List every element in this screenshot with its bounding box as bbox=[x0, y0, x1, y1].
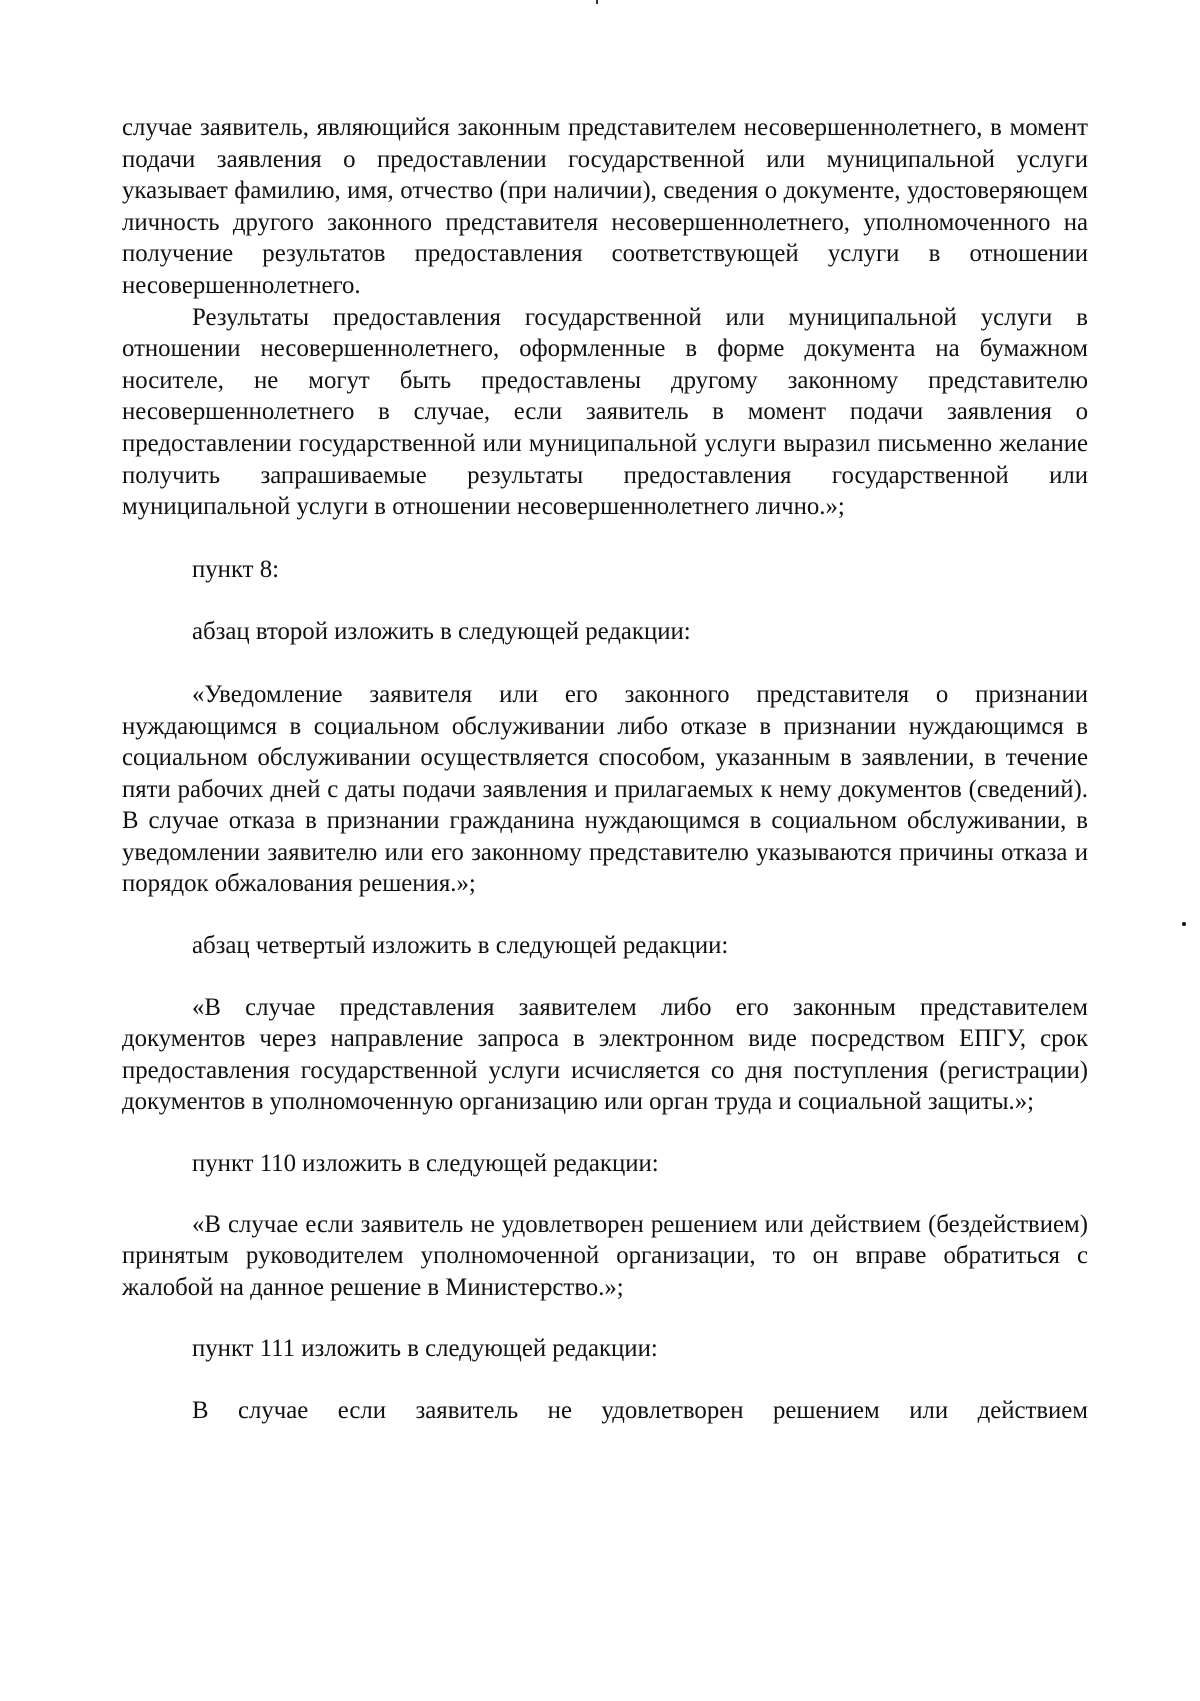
paragraph-item-111: пункт 111 изложить в следующей редакции: bbox=[192, 1335, 658, 1363]
scan-dot bbox=[1182, 922, 1186, 926]
paragraph-continuation: случае заявитель, являющийся законным представителем несовершеннолетнего, в момент подачи заявления о предоставлении государственной или муниципальной услуги указывает фамилию, имя, отчество (при наличии), сведения о документе, удостоверяющем личность другого законного представителя несовершеннолетнего, уполномоченного на получение результатов предоставления соответствующей услуги в отношении несовершеннолетнего. bbox=[122, 114, 1088, 299]
paragraph-notification: «Уведомление заявителя или его законного представителя о признании нуждающимся в социальном обслуживании либо отказе в признании нуждающимся в социальном обслуживании осуществляется способом, указанным в заявлении, в течение пяти рабочих дней с даты подачи заявления и прилагаемых к нему документов (сведений). В случае отказа в признании гражданина нуждающимся в социальном обслуживании, в уведомлении заявителю или его законному представителю указываются причины отказа и порядок обжалования решения.»; bbox=[122, 680, 1088, 898]
paragraph-item-8: пункт 8: bbox=[192, 555, 279, 583]
paragraph-complaint: «В случае если заявитель не удовлетворен решением или действием (бездействием) принятым руководителем уполномоченной организации, то он вправе обратиться с жалобой на данное решение в Министерство.»; bbox=[122, 1210, 1088, 1301]
paragraph-epgu: «В случае представления заявителем либо его законным представителем документов через направление запроса в электронном виде посредством ЕПГУ, срок предоставления государственной услуги исчисляется со дня поступления (регистрации) документов в уполномоченную организацию или орган труда и социальной защиты.»; bbox=[122, 993, 1088, 1116]
paragraph-second-abzac: абзац второй изложить в следующей редакции: bbox=[192, 618, 691, 646]
paragraph-results: Результаты предоставления государственной или муниципальной услуги в отношении несовершеннолетнего, оформленные в форме документа на бумажном носителе, не могут быть предоставлены другому законному представителю несовершеннолетнего в случае, если заявитель в момент подачи заявления о предоставлении государственной или муниципальной услуги выразил письменно желание получить запрашиваемые результаты предоставления государственной или муниципальной услуги в отношении несовершеннолетнего лично.»; bbox=[122, 303, 1088, 521]
paragraph-item-110: пункт 110 изложить в следующей редакции: bbox=[192, 1150, 659, 1178]
page-top-mark bbox=[596, 0, 598, 4]
paragraph-last-line: В случае если заявитель не удовлетворен решением или действием bbox=[192, 1397, 1088, 1424]
paragraph-fourth-abzac: абзац четвертый изложить в следующей редакции: bbox=[192, 932, 729, 960]
document-body bbox=[122, 112, 1088, 1427]
